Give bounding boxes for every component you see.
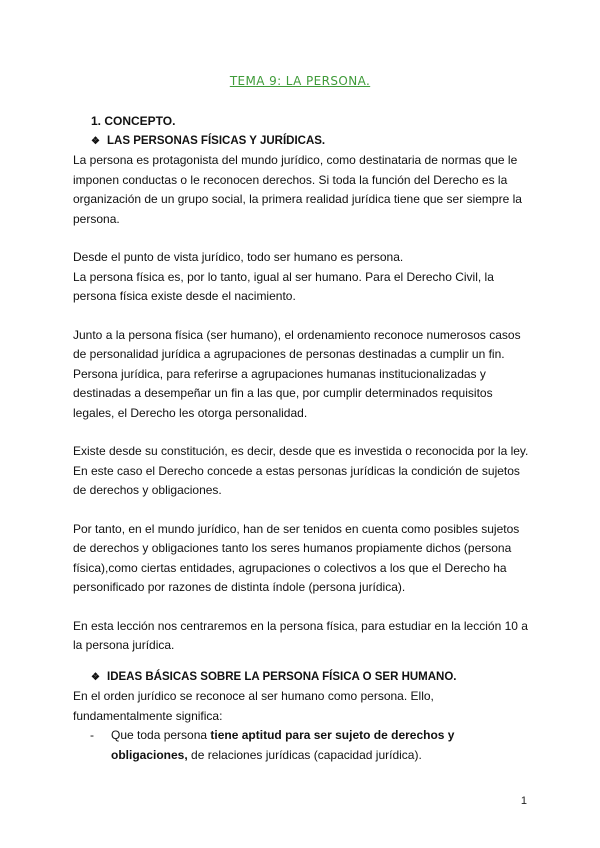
subheading-personas-fisicas-juridicas bbox=[73, 132, 533, 152]
section-heading-concepto: 1. CONCEPTO. bbox=[91, 114, 176, 128]
subheading-ideas-basicas bbox=[73, 668, 533, 688]
subheading-text: LAS PERSONAS FÍSICAS Y JURÍDICAS. bbox=[107, 134, 326, 147]
diamond-bullet-icon: ❖ bbox=[91, 671, 100, 683]
paragraph: Por tanto, en el mundo jurídico, han de ser tenidos en cuenta como posibles sujetos de derechos y obligaciones tanto los seres humanos propiamente dichos (persona física),como ciertas entidades, agrupaciones o colectivos a los que el Derecho ha personificado por razones de distinta índole (persona jurídica). bbox=[73, 521, 520, 594]
bullet-list bbox=[73, 726, 533, 765]
list-item bbox=[73, 726, 533, 765]
paragraph: Desde el punto de vista jurídico, todo ser humano es persona. bbox=[73, 250, 404, 264]
page-number: 1 bbox=[520, 795, 527, 807]
paragraph: La persona física es, por lo tanto, igual al ser humano. Para el Derecho Civil, la persona física existe desde el nacimiento. bbox=[73, 269, 494, 303]
diamond-bullet-icon: ❖ bbox=[91, 135, 100, 147]
list-item-text-continued: de relaciones jurídicas (capacidad jurídica). bbox=[187, 747, 422, 762]
document-title: TEMA 9: LA PERSONA. bbox=[229, 74, 371, 88]
list-item-text: Que toda persona bbox=[111, 728, 211, 742]
paragraph: En el orden jurídico se reconoce al ser humano como persona. Ello, fundamentalmente significa: bbox=[73, 689, 434, 723]
paragraph: Existe desde su constitución, es decir, desde que es investida o reconocida por la ley. En este caso el Derecho concede a estas personas jurídicas la condición de sujetos de derechos y obligaciones. bbox=[73, 444, 529, 497]
paragraph: La persona es protagonista del mundo jurídico, como destinataria de normas que le imponen conductas o le reconocen derechos. Si toda la función del Derecho es la organización de un grupo social, la primera realidad jurídica tiene que ser siempre la persona. bbox=[73, 153, 522, 226]
list-item-bold-text: tiene aptitud para ser sujeto de derechos y obligaciones, bbox=[111, 728, 455, 762]
document-body bbox=[73, 112, 533, 765]
paragraph: Junto a la persona física (ser humano), el ordenamiento reconoce numerosos casos de personalidad jurídica a agrupaciones de personas destinadas a cumplir un fin. Persona jurídica, para referirse a agrupaciones humanas institucionalizadas y destinadas a desempeñar un fin a las que, por cumplir determinados requisitos legales, el Derecho les otorga personalidad. bbox=[73, 327, 521, 420]
dash-bullet: - bbox=[90, 728, 94, 742]
subheading-text: IDEAS BÁSICAS SOBRE LA PERSONA FÍSICA O SER HUMANO. bbox=[107, 670, 457, 683]
paragraph: En esta lección nos centraremos en la persona física, para estudiar en la lección 10 a la persona jurídica. bbox=[73, 618, 528, 652]
